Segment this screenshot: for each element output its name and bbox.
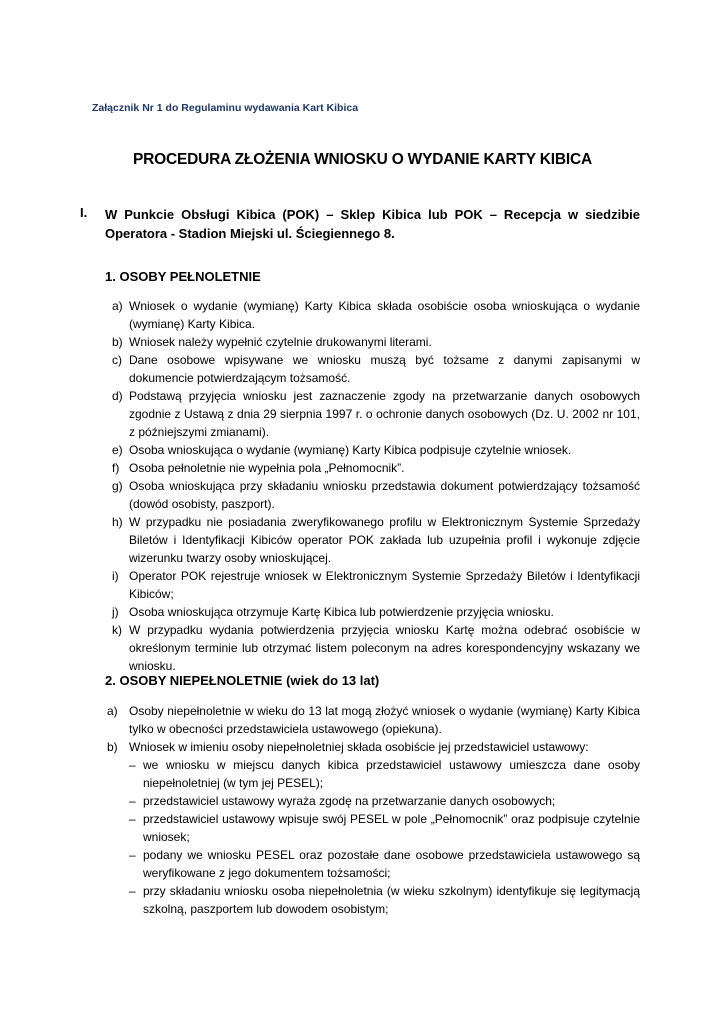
list-item xyxy=(112,459,640,477)
dash-marker: – xyxy=(129,848,136,862)
document-title: PROCEDURA ZŁOŻENIA WNIOSKU O WYDANIE KARTY KIBICA xyxy=(133,151,592,168)
sub-list-item xyxy=(129,846,640,882)
section-number: I. xyxy=(80,205,88,220)
annex-reference: Załącznik Nr 1 do Regulaminu wydawania Kart Kibica xyxy=(92,102,359,114)
item-text: Dane osobowe wpisywane we wniosku muszą być tożsame z danymi zapisanymi w dokumencie potwierdzającym tożsamość. xyxy=(129,353,640,385)
item-label: j) xyxy=(112,605,119,619)
item-text: Osoba wnioskująca o wydanie (wymianę) Karty Kibica podpisuje czytelnie wniosek. xyxy=(129,443,572,457)
item-text: W przypadku wydania potwierdzenia przyjęcia wniosku Kartę można odebrać osobiście w określonym terminie lub otrzymać listem poleconym na adres korespondencyjny wskazany we wniosku. xyxy=(129,623,640,673)
list-item xyxy=(112,297,640,333)
list-item xyxy=(112,621,640,675)
adults-heading: 1. OSOBY PEŁNOLETNIE xyxy=(105,269,261,284)
dash-marker: – xyxy=(129,794,136,808)
item-text: Podstawą przyjęcia wniosku jest zaznaczenie zgody na przetwarzanie danych osobowych zgodnie z Ustawą z dnia 29 sierpnia 1997 r. o ochronie danych osobowych (Dz. U. 2002 nr 101, z późniejszymi zmianami). xyxy=(129,389,640,439)
list-item xyxy=(112,603,640,621)
sub-item-text: przedstawiciel ustawowy wyraża zgodę na przetwarzanie danych osobowych; xyxy=(143,794,556,808)
sub-list-item xyxy=(129,756,640,792)
item-text: Osoba pełnoletnie nie wypełnia pola „Pełnomocnik”. xyxy=(129,461,405,475)
item-label: d) xyxy=(112,389,123,403)
item-text: Osoba wnioskująca przy składaniu wniosku przedstawia dokument potwierdzający tożsamość (dowód osobisty, paszport). xyxy=(129,479,640,511)
sub-list-item xyxy=(129,792,640,810)
list-item xyxy=(112,477,640,513)
list-item xyxy=(107,702,640,738)
item-label: g) xyxy=(112,479,123,493)
item-text: Wniosek należy wypełnić czytelnie drukowanymi literami. xyxy=(129,335,432,349)
item-label: h) xyxy=(112,515,123,529)
item-label: a) xyxy=(107,704,118,718)
dash-marker: – xyxy=(129,758,136,772)
item-label: a) xyxy=(112,299,123,313)
list-item xyxy=(112,441,640,459)
item-text: Wniosek o wydanie (wymianę) Karty Kibica składa osobiście osoba wnioskująca o wydanie (wymianę) Karty Kibica. xyxy=(129,299,640,331)
sub-item-text: podany we wniosku PESEL oraz pozostałe dane osobowe przedstawiciela ustawowego są weryfikowane z jego dokumentem tożsamości; xyxy=(143,848,640,880)
item-label: b) xyxy=(112,335,123,349)
sub-item-text: przy składaniu wniosku osoba niepełnoletnia (w wieku szkolnym) identyfikuje się legitymacją szkolną, paszportem lub dowodem osobistym; xyxy=(143,884,640,916)
adults-list xyxy=(112,297,640,675)
list-item xyxy=(112,567,640,603)
list-item xyxy=(107,738,640,756)
item-label: c) xyxy=(112,353,122,367)
sub-item-text: we wniosku w miejscu danych kibica przedstawiciel ustawowy umieszcza dane osoby niepełnoletniej (w tym jej PESEL); xyxy=(143,758,640,790)
item-text: Osoby niepełnoletnie w wieku do 13 lat mogą złożyć wniosek o wydanie (wymianę) Karty Kibica tylko w obecności przedstawiciela ustawowego (opiekuna). xyxy=(129,704,640,736)
item-label: k) xyxy=(112,623,122,637)
item-text: Wniosek w imieniu osoby niepełnoletniej składa osobiście jej przedstawiciel ustawowy: xyxy=(129,740,589,754)
sub-list-item xyxy=(129,882,640,918)
list-item xyxy=(112,387,640,441)
sub-list-item xyxy=(129,810,640,846)
list-item xyxy=(112,351,640,387)
item-text: W przypadku nie posiadania zweryfikowanego profilu w Elektronicznym Systemie Sprzedaży Biletów i Identyfikacji Kibiców operator POK zakłada lub uzupełnia profil i wykonuje zdjęcie wizerunku twarzy osoby wnioskującej. xyxy=(129,515,640,565)
minors-heading: 2. OSOBY NIEPEŁNOLETNIE (wiek do 13 lat) xyxy=(105,673,380,688)
item-text: Operator POK rejestruje wniosek w Elektronicznym Systemie Sprzedaży Biletów i Identyfikacji Kibiców; xyxy=(129,569,640,601)
section-heading: W Punkcie Obsługi Kibica (POK) – Sklep Kibica lub POK – Recepcja w siedzibie Operatora - Stadion Miejski ul. Ściegiennego 8. xyxy=(105,207,640,241)
item-text: Osoba wnioskująca otrzymuje Kartę Kibica lub potwierdzenie przyjęcia wniosku. xyxy=(129,605,554,619)
item-label: b) xyxy=(107,740,118,754)
dash-marker: – xyxy=(129,884,136,898)
sub-item-text: przedstawiciel ustawowy wpisuje swój PESEL w pole „Pełnomocnik” oraz podpisuje czytelnie wniosek; xyxy=(143,812,640,844)
dash-marker: – xyxy=(129,812,136,826)
minors-list xyxy=(107,702,640,918)
item-label: f) xyxy=(112,461,120,475)
list-item xyxy=(112,333,640,351)
list-item xyxy=(112,513,640,567)
minors-sublist xyxy=(129,756,640,918)
item-label: e) xyxy=(112,443,123,457)
item-label: i) xyxy=(112,569,119,583)
